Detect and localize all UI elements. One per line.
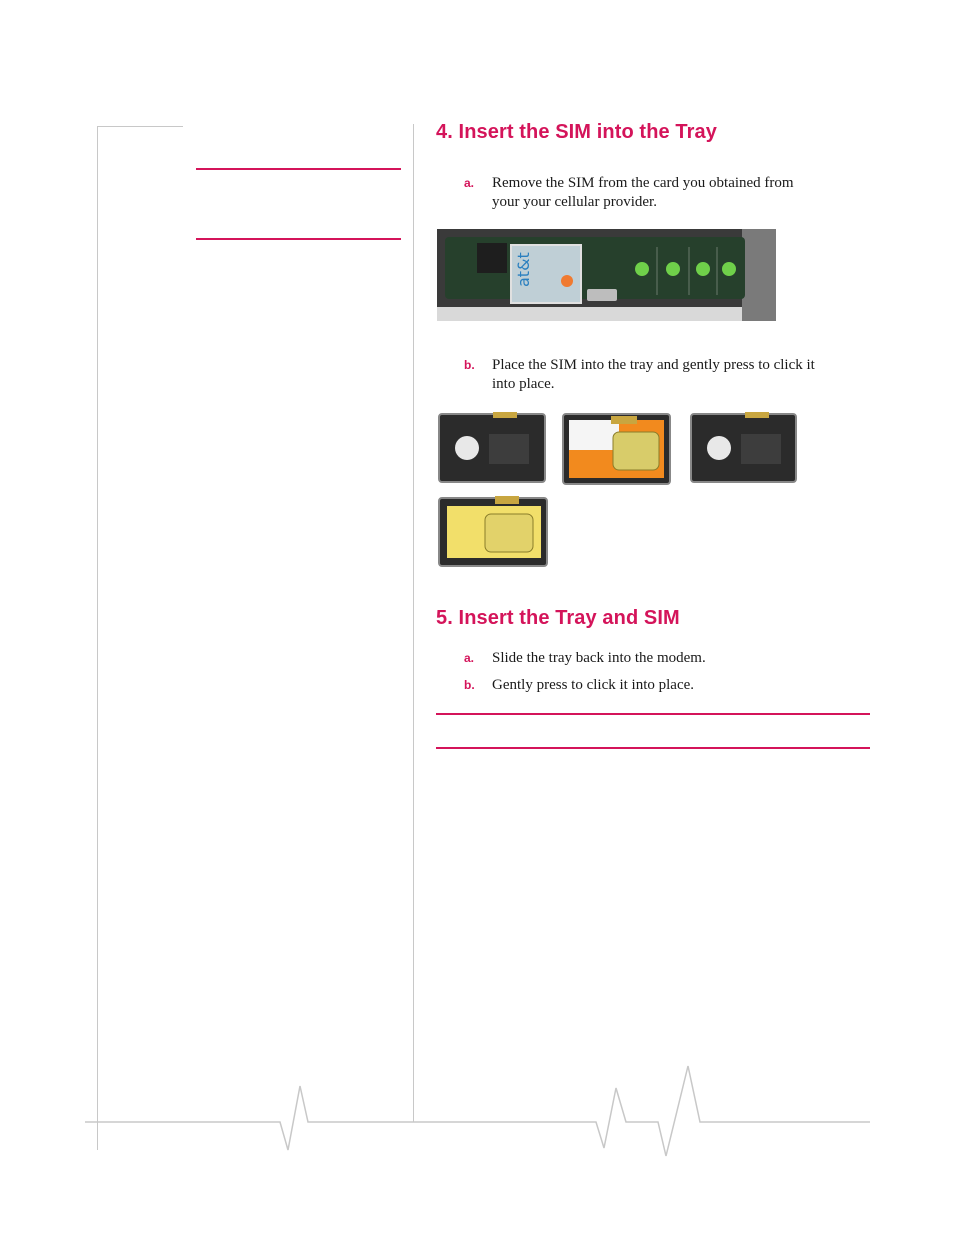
step-label: a.: [464, 176, 475, 190]
step-text-line-1: Place the SIM into the tray and gently press to click it: [492, 357, 815, 373]
step-text: Slide the tray back into the modem.: [492, 650, 706, 666]
modem-sim-slot-illustration: [437, 229, 776, 321]
step-text-line-1: Remove the SIM from the card you obtained from: [492, 175, 794, 191]
section-4-step-b: [464, 356, 884, 396]
sidebar-rule-bottom: [196, 238, 401, 240]
main-rule-bottom: [436, 747, 870, 749]
tray-with-yellow-sim-photo: [437, 494, 549, 568]
sim-logo-text: at&t: [514, 252, 533, 287]
footer-heartbeat-line: [0, 1060, 954, 1170]
tray-with-orange-sim-photo: [561, 410, 672, 486]
step-label: b.: [464, 358, 475, 372]
step-text: [492, 356, 815, 394]
step-label: b.: [464, 678, 475, 692]
tray-empty-photo: [437, 410, 547, 484]
frame-left-line: [97, 126, 98, 1150]
sidebar-rule-top: [196, 168, 401, 170]
section-5-heading: 5. Insert the Tray and SIM: [436, 607, 680, 629]
section-5-step-a: [464, 649, 884, 669]
modem-sim-slot-photo: [437, 229, 776, 321]
step-text: [492, 174, 794, 212]
section-4-step-a: [464, 174, 884, 214]
frame-column-divider: [413, 124, 414, 1122]
frame-top-line: [97, 126, 183, 127]
step-text: Gently press to click it into place.: [492, 677, 695, 693]
tray-empty-photo-2: [689, 410, 798, 484]
main-rule-top: [436, 713, 870, 715]
step-text-line-2: into place.: [492, 376, 555, 392]
step-text-line-2: your your cellular provider.: [492, 194, 657, 210]
section-4-heading: 4. Insert the SIM into the Tray: [436, 121, 717, 143]
step-label: a.: [464, 651, 475, 665]
section-5-step-b: [464, 676, 884, 696]
